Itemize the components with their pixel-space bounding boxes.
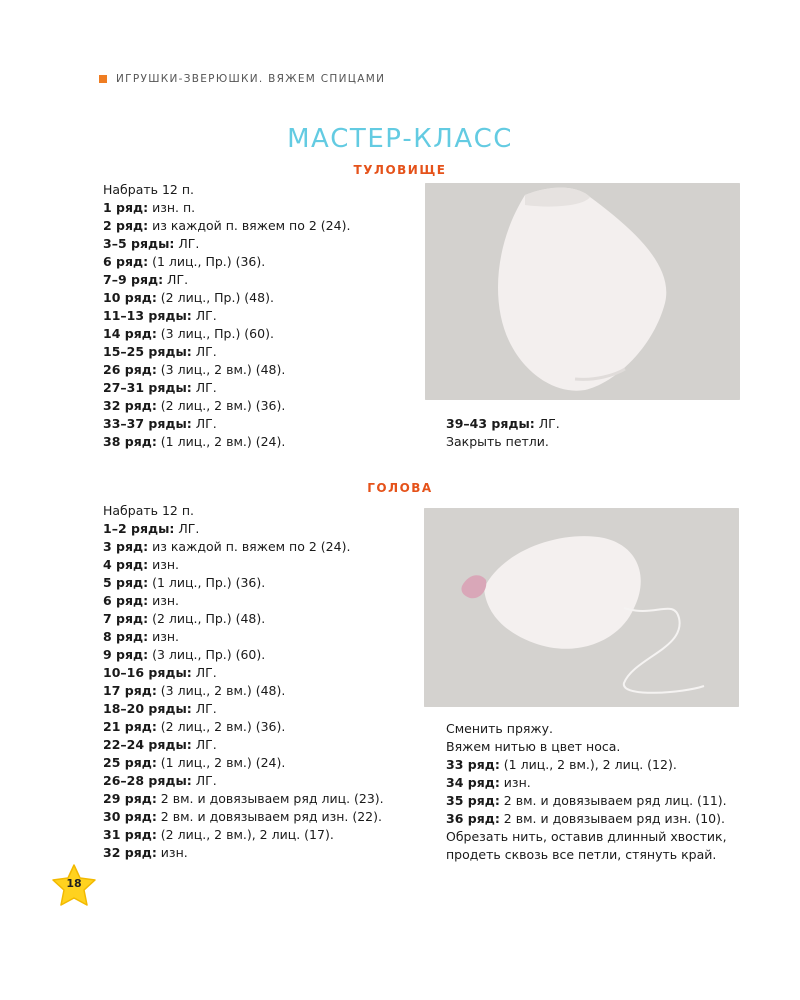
row-label: 36 ряд: <box>446 811 500 826</box>
instruction-line <box>103 772 384 790</box>
row-text: (3 лиц., Пр.) (60). <box>156 326 274 341</box>
row-text: Набрать 12 п. <box>103 182 195 197</box>
row-label: 6 ряд: <box>103 593 149 608</box>
row-label: 11–13 ряды: <box>103 308 192 323</box>
instruction-line <box>446 828 727 846</box>
row-text: ЛГ. <box>174 236 200 251</box>
row-text: (3 лиц., 2 вм.) (48). <box>156 362 286 377</box>
instruction-line <box>103 520 384 538</box>
row-text: ЛГ. <box>191 773 217 788</box>
instruction-line <box>103 592 384 610</box>
instruction-line <box>103 379 350 397</box>
row-text: (1 лиц., 2 вм.) (24). <box>156 755 286 770</box>
row-text: (2 лиц., Пр.) (48). <box>156 290 274 305</box>
row-label: 27–31 ряды: <box>103 380 192 395</box>
row-text: ЛГ. <box>191 665 217 680</box>
row-text: (2 лиц., Пр.) (48). <box>148 611 266 626</box>
row-label: 2 ряд: <box>103 218 149 233</box>
row-text: изн. п. <box>148 200 196 215</box>
row-label: 3 ряд: <box>103 539 149 554</box>
row-text: изн. <box>148 593 180 608</box>
row-label: 15–25 ряды: <box>103 344 192 359</box>
row-text: 2 вм. и довязываем ряд изн. (22). <box>156 809 382 824</box>
row-text: Сменить пряжу. <box>446 721 554 736</box>
row-text: ЛГ. <box>191 737 217 752</box>
instruction-line <box>446 792 727 810</box>
instruction-line <box>103 235 350 253</box>
running-header <box>99 73 385 85</box>
instruction-line <box>446 738 727 756</box>
instruction-line <box>446 720 727 738</box>
row-text: из каждой п. вяжем по 2 (24). <box>148 539 351 554</box>
row-label: 17 ряд: <box>103 683 157 698</box>
instruction-line <box>103 343 350 361</box>
row-label: 7 ряд: <box>103 611 149 626</box>
row-text: Закрыть петли. <box>446 434 549 449</box>
row-label: 29 ряд: <box>103 791 157 806</box>
row-text: (2 лиц., 2 вм.), 2 лиц. (17). <box>156 827 334 842</box>
row-label: 10–16 ряды: <box>103 665 192 680</box>
head-instructions-right <box>446 720 727 864</box>
row-label: 21 ряд: <box>103 719 157 734</box>
body-instructions-left <box>103 181 350 451</box>
instruction-line <box>446 810 727 828</box>
row-text: (3 лиц., Пр.) (60). <box>148 647 266 662</box>
row-label: 14 ряд: <box>103 326 157 341</box>
instruction-line <box>103 826 384 844</box>
row-label: 5 ряд: <box>103 575 149 590</box>
instruction-line <box>103 289 350 307</box>
body-instructions-right <box>446 415 560 451</box>
instruction-line <box>103 790 384 808</box>
row-text: Обрезать нить, оставив длинный хвостик, <box>446 829 727 844</box>
row-text: 2 вм. и довязываем ряд лиц. (23). <box>156 791 384 806</box>
row-text: ЛГ. <box>191 701 217 716</box>
section-title-head: ГОЛОВА <box>367 481 433 495</box>
instruction-line <box>103 844 384 862</box>
instruction-line <box>103 253 350 271</box>
row-label: 1–2 ряды: <box>103 521 175 536</box>
section-title-body: ТУЛОВИЩЕ <box>353 163 447 177</box>
instruction-line <box>103 433 350 451</box>
row-label: 22–24 ряды: <box>103 737 192 752</box>
instruction-line <box>103 664 384 682</box>
instruction-line <box>103 574 384 592</box>
row-label: 4 ряд: <box>103 557 149 572</box>
body-photo <box>425 183 740 400</box>
row-text: (1 лиц., Пр.) (36). <box>148 575 266 590</box>
head-photo <box>424 508 739 707</box>
instruction-line <box>103 415 350 433</box>
row-text: из каждой п. вяжем по 2 (24). <box>148 218 351 233</box>
row-text: Вяжем нитью в цвет носа. <box>446 739 621 754</box>
instruction-line <box>103 646 384 664</box>
instruction-line <box>103 397 350 415</box>
row-text: 2 вм. и довязываем ряд изн. (10). <box>499 811 725 826</box>
row-text: изн. <box>148 629 180 644</box>
row-text: изн. <box>499 775 531 790</box>
row-label: 18–20 ряды: <box>103 701 192 716</box>
instruction-line <box>103 628 384 646</box>
instruction-line <box>446 415 560 433</box>
row-text: ЛГ. <box>534 416 560 431</box>
instruction-line <box>103 610 384 628</box>
instruction-line <box>103 502 384 520</box>
row-text: (1 лиц., 2 вм.), 2 лиц. (12). <box>499 757 677 772</box>
row-label: 31 ряд: <box>103 827 157 842</box>
header-text: ИГРУШКИ-ЗВЕРЮШКИ. ВЯЖЕМ СПИЦАМИ <box>116 73 386 85</box>
row-label: 10 ряд: <box>103 290 157 305</box>
instruction-line <box>103 700 384 718</box>
instruction-line <box>103 361 350 379</box>
row-text: ЛГ. <box>191 344 217 359</box>
row-text: изн. <box>148 557 180 572</box>
instruction-line <box>446 846 727 864</box>
row-label: 33 ряд: <box>446 757 500 772</box>
page-title: МАСТЕР-КЛАСС <box>287 124 513 154</box>
row-label: 30 ряд: <box>103 809 157 824</box>
row-text: 2 вм. и довязываем ряд лиц. (11). <box>499 793 727 808</box>
row-text: ЛГ. <box>191 416 217 431</box>
row-text: ЛГ. <box>191 380 217 395</box>
instruction-line <box>103 271 350 289</box>
row-label: 8 ряд: <box>103 629 149 644</box>
row-label: 26–28 ряды: <box>103 773 192 788</box>
instruction-line <box>103 199 350 217</box>
row-label: 38 ряд: <box>103 434 157 449</box>
instruction-line <box>446 756 727 774</box>
row-text: ЛГ. <box>191 308 217 323</box>
row-label: 26 ряд: <box>103 362 157 377</box>
row-text: изн. <box>156 845 188 860</box>
row-text: (2 лиц., 2 вм.) (36). <box>156 719 286 734</box>
instruction-line <box>103 754 384 772</box>
instruction-line <box>103 325 350 343</box>
row-text: ЛГ. <box>163 272 189 287</box>
row-label: 32 ряд: <box>103 845 157 860</box>
row-text: продеть сквозь все петли, стянуть край. <box>446 847 717 862</box>
row-text: (1 лиц., 2 вм.) (24). <box>156 434 286 449</box>
instruction-line <box>103 181 350 199</box>
page-number: 18 <box>66 877 82 890</box>
instruction-line <box>103 682 384 700</box>
head-instructions-left <box>103 502 384 862</box>
row-label: 33–37 ряды: <box>103 416 192 431</box>
row-label: 39–43 ряды: <box>446 416 535 431</box>
instruction-line <box>103 217 350 235</box>
row-text: (1 лиц., Пр.) (36). <box>148 254 266 269</box>
row-label: 6 ряд: <box>103 254 149 269</box>
instruction-line <box>446 774 727 792</box>
instruction-line <box>103 538 384 556</box>
instruction-line <box>103 718 384 736</box>
instruction-line <box>103 307 350 325</box>
row-text: (2 лиц., 2 вм.) (36). <box>156 398 286 413</box>
instruction-line <box>446 433 560 451</box>
row-label: 34 ряд: <box>446 775 500 790</box>
row-label: 35 ряд: <box>446 793 500 808</box>
row-text: (3 лиц., 2 вм.) (48). <box>156 683 286 698</box>
row-label: 32 ряд: <box>103 398 157 413</box>
row-label: 9 ряд: <box>103 647 149 662</box>
instruction-line <box>103 556 384 574</box>
row-label: 3–5 ряды: <box>103 236 175 251</box>
row-label: 7–9 ряд: <box>103 272 164 287</box>
header-marker <box>99 75 107 83</box>
row-label: 1 ряд: <box>103 200 149 215</box>
row-text: Набрать 12 п. <box>103 503 195 518</box>
instruction-line <box>103 808 384 826</box>
page-number-badge <box>51 863 97 909</box>
row-text: ЛГ. <box>174 521 200 536</box>
instruction-line <box>103 736 384 754</box>
row-label: 25 ряд: <box>103 755 157 770</box>
